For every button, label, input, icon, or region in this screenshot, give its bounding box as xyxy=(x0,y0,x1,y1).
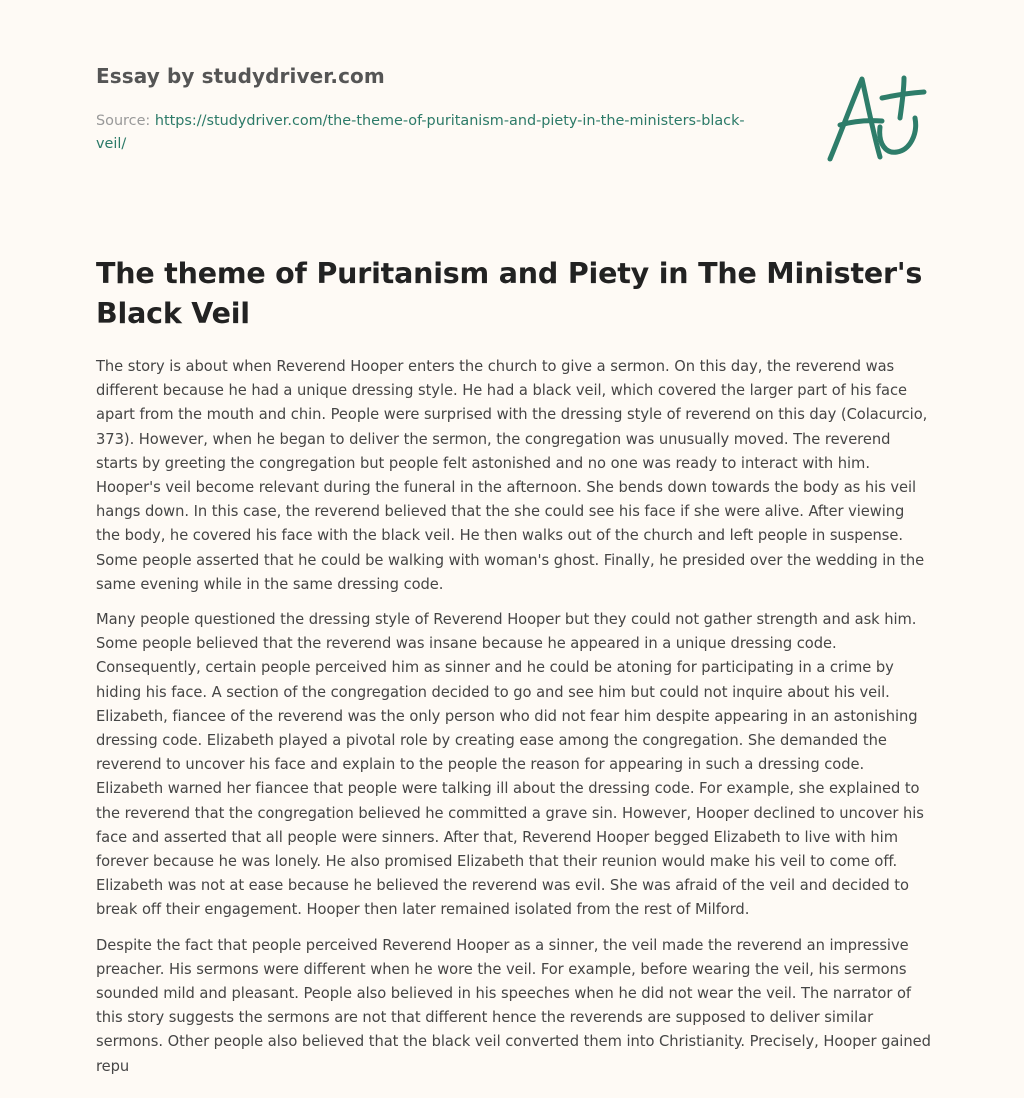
source-line xyxy=(96,110,756,156)
paragraph-2: Many people questioned the dressing style of Reverend Hooper but they could not gather strength and ask him. Some people believed that the reverend was insane because he appeared in a unique dressing code. Consequently, certain people perceived him as sinner and he could be atoning for participating in a crime by hiding his face. A section of the congregation decided to go and see him but could not inquire about his veil. Elizabeth, fiancee of the reverend was the only person who did not fear him despite appearing in an astonishing dressing code. Elizabeth played a pivotal role by creating ease among the congregation. She demanded the reverend to uncover his face and explain to the people the reason for appearing in such a dressing code. Elizabeth warned her fiancee that people were talking ill about the dressing code. For example, she explained to the reverend that the congregation believed he committed a grave sin. However, Hooper declined to uncover his face and asserted that all people were sinners. After that, Reverend Hooper begged Elizabeth to live with him forever because he was lonely. He also promised Elizabeth that their reunion would make his veil to come off. Elizabeth was not at ease because he believed the reverend was evil. She was afraid of the veil and decided to break off their engagement. Hooper then later remained isolated from the rest of Milford. xyxy=(96,611,924,919)
paragraph-3: Despite the fact that people perceived Reverend Hooper as a sinner, the veil made the reverend an impressive preacher. His sermons were different when he wore the veil. For example, before wearing the veil, his sermons sounded mild and pleasant. People also believed in his speeches when he did not wear the veil. The narrator of this story suggests the sermons are not that different hence the reverends are supposed to deliver similar sermons. Other people also believed that the black veil converted them into Christianity. Precisely, Hooper gained repu xyxy=(96,936,931,1075)
a-plus-logo-icon xyxy=(820,70,930,166)
logo-text: A+ xyxy=(820,70,822,71)
source-link[interactable]: https://studydriver.com/the-theme-of-puritanism-and-piety-in-the-ministers-black-veil/ xyxy=(96,113,745,152)
article-title: The theme of Puritanism and Piety in The Minister's Black Veil xyxy=(96,257,923,330)
essay-header xyxy=(96,64,756,156)
brand-title: Essay by studydriver.com xyxy=(96,64,385,88)
source-label: Source: xyxy=(96,113,155,129)
article-body xyxy=(96,355,932,1090)
paragraph-1: The story is about when Reverend Hooper enters the church to give a sermon. On this day, the reverend was different because he had a unique dressing style. He had a black veil, which covered the larger part of his face apart from the mouth and chin. People were surprised with the dressing style of reverend on this day (Colacurcio, 373). However, when he began to deliver the sermon, the congregation was unusually moved. The reverend starts by greeting the congregation but people felt astonished and no one was ready to interact with him. Hooper's veil become relevant during the funeral in the afternoon. She bends down towards the body as his veil hangs down. In this case, the reverend believed that the she could see his face if she were alive. After viewing the body, he covered his face with the black veil. He then walks out of the church and left people in suspense. Some people asserted that he could be walking with woman's ghost. Finally, he presided over the wedding in the same evening while in the same dressing code. xyxy=(96,358,928,593)
